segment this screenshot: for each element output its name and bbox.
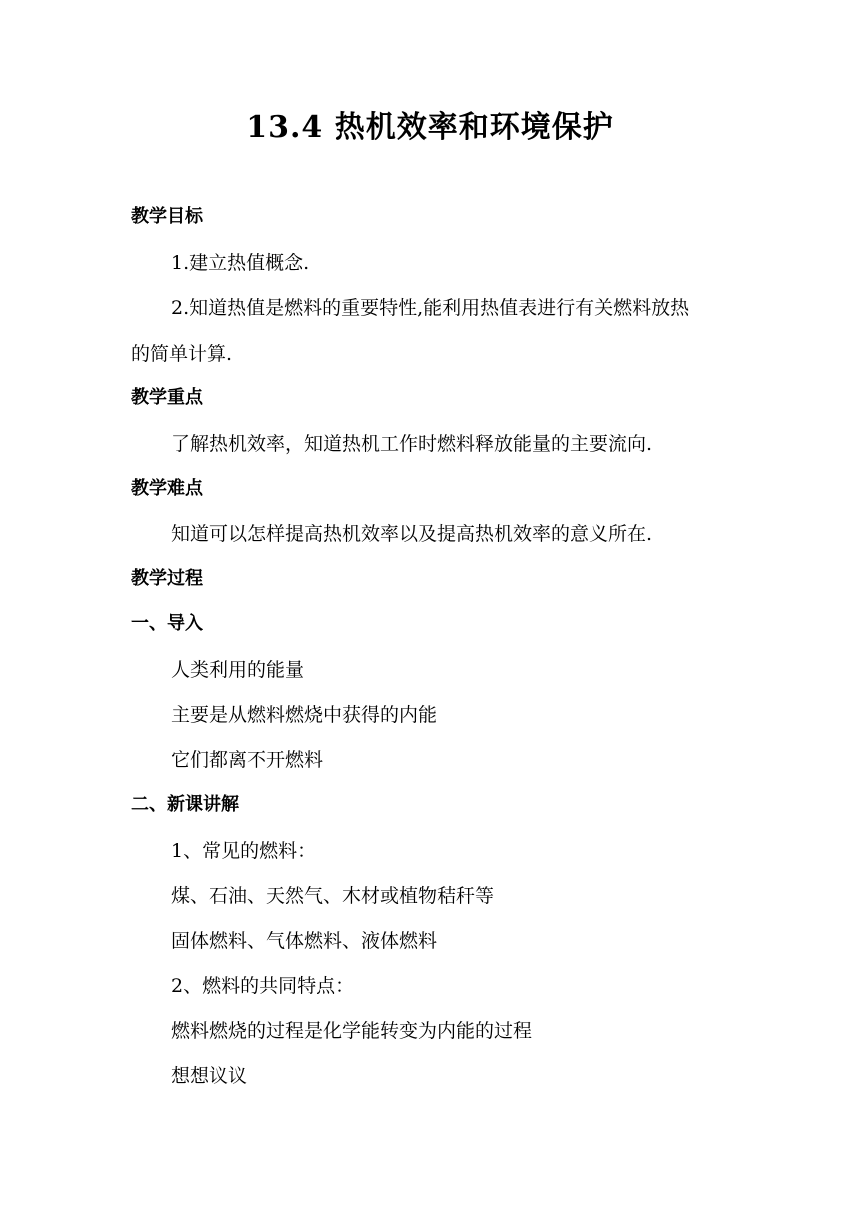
goals-item-2: 2.知道热值是燃料的重要特性,能利用热值表进行有关燃料放热: [171, 297, 690, 319]
lesson-item-1: 1、常见的燃料：: [171, 840, 317, 862]
goals-item-1: 1.建立热值概念.: [171, 252, 310, 274]
difficulty-item-1: 知道可以怎样提高热机效率以及提高热机效率的意义所在.: [171, 523, 653, 545]
page-title: 13.4 热机效率和环境保护: [246, 110, 614, 145]
goals-item-2-continued: 的简单计算.: [131, 343, 233, 365]
key-item-1: 了解热机效率，知道热机工作时燃料释放能量的主要流向.: [171, 433, 653, 455]
intro-heading: 一、导入: [131, 613, 203, 634]
process-heading: 教学过程: [131, 568, 203, 589]
key-heading: 教学重点: [131, 387, 203, 408]
lesson-item-5: 燃料燃烧的过程是化学能转变为内能的过程: [171, 1020, 533, 1042]
lesson-item-2: 煤、石油、天然气、木材或植物秸秆等: [171, 885, 495, 907]
lesson-item-3: 固体燃料、气体燃料、液体燃料: [171, 930, 438, 952]
intro-item-1: 人类利用的能量: [171, 659, 305, 681]
intro-item-2: 主要是从燃料燃烧中获得的内能: [171, 704, 438, 726]
difficulty-heading: 教学难点: [131, 478, 203, 499]
intro-item-3: 它们都离不开燃料: [171, 749, 324, 771]
lesson-heading: 二、新课讲解: [131, 794, 239, 815]
lesson-item-6: 想想议议: [171, 1065, 248, 1087]
lesson-item-4: 2、燃料的共同特点：: [171, 975, 355, 997]
goals-heading: 教学目标: [131, 206, 203, 227]
